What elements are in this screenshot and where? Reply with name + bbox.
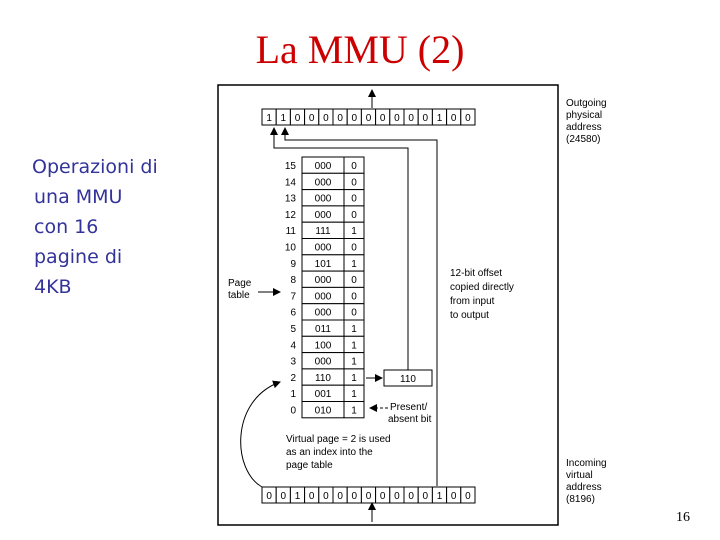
label-line: physical xyxy=(566,110,603,121)
bullet-line: 4KB xyxy=(34,276,72,298)
page-index: 2 xyxy=(290,372,296,384)
bullet-line: Operazioni di xyxy=(32,156,158,178)
bit-value: 0 xyxy=(294,113,301,124)
frame-value: 010 xyxy=(314,405,332,417)
bit-value: 0 xyxy=(323,491,329,502)
bit-value: 0 xyxy=(394,491,400,502)
present-value: 1 xyxy=(351,340,357,352)
outgoing-address-register xyxy=(262,109,475,125)
bit-value: 0 xyxy=(365,113,372,124)
page-table xyxy=(285,157,364,418)
bullet-line: con 16 xyxy=(34,216,99,238)
bit-value: 0 xyxy=(465,113,471,124)
bit-value: 0 xyxy=(450,491,457,502)
frame-value: 000 xyxy=(314,307,332,319)
frame-value: 000 xyxy=(314,161,332,172)
page-index: 10 xyxy=(284,242,296,254)
page-table-label xyxy=(228,278,254,301)
frame-value: 101 xyxy=(314,258,332,270)
bit-value: 0 xyxy=(379,491,386,502)
bit-value: 0 xyxy=(394,113,400,124)
frame-value: 111 xyxy=(315,226,331,238)
bit-value: 1 xyxy=(266,113,272,124)
bullet-line: una MMU xyxy=(34,186,123,208)
bit-value: 0 xyxy=(422,491,429,502)
present-value: 0 xyxy=(351,275,357,287)
bit-value: 0 xyxy=(280,491,287,502)
present-value: 1 xyxy=(351,356,357,368)
label-line: virtual xyxy=(566,470,593,481)
bit-value: 0 xyxy=(266,491,272,502)
label-line: copied directly xyxy=(450,282,514,293)
present-value: 0 xyxy=(351,242,357,254)
bit-value: 0 xyxy=(450,113,457,124)
present-value: 0 xyxy=(351,209,357,221)
bit-value: 0 xyxy=(408,113,414,124)
present-value: 0 xyxy=(351,193,357,205)
output-frame-value: 110 xyxy=(400,374,416,385)
bit-value: 1 xyxy=(294,491,301,502)
frame-value: 000 xyxy=(314,291,332,303)
label-line: (8196) xyxy=(566,494,595,505)
present-value: 1 xyxy=(351,258,357,270)
page-index: 0 xyxy=(290,405,296,417)
bit-value: 0 xyxy=(408,491,414,502)
frame-value: 100 xyxy=(314,340,332,352)
present-value: 1 xyxy=(351,324,357,335)
frame-value: 001 xyxy=(314,389,332,401)
page-index: 7 xyxy=(290,291,296,303)
offset-label xyxy=(450,268,517,321)
frame-value: 000 xyxy=(314,275,332,287)
bit-value: 0 xyxy=(337,491,343,502)
bit-value: 0 xyxy=(365,491,372,502)
bit-value: 1 xyxy=(436,491,443,502)
incoming-label xyxy=(566,458,609,505)
virtual-page-index-arrow xyxy=(241,382,280,487)
bit-value: 0 xyxy=(308,491,315,502)
present-value: 1 xyxy=(351,405,357,417)
bit-value: 0 xyxy=(337,113,343,124)
present-value: 0 xyxy=(351,291,357,303)
label-line: table xyxy=(228,290,250,301)
present-value: 0 xyxy=(351,177,357,189)
page-index: 12 xyxy=(284,209,296,221)
present-value: 1 xyxy=(351,226,357,238)
label-line: Page xyxy=(228,278,252,289)
present-value: 0 xyxy=(351,161,357,172)
frame-value: 000 xyxy=(314,242,332,254)
label-line: Present/ xyxy=(390,402,428,413)
label-line: Virtual page = 2 is used xyxy=(286,434,391,445)
bit-value: 0 xyxy=(465,491,471,502)
label-line: Outgoing xyxy=(566,98,607,109)
frame-value: 000 xyxy=(314,209,332,221)
bit-value: 0 xyxy=(351,491,358,502)
page-index: 4 xyxy=(290,340,296,352)
label-line: address xyxy=(566,122,602,133)
page-index: 3 xyxy=(290,356,296,368)
page-index: 8 xyxy=(290,275,296,287)
outgoing-label xyxy=(566,98,609,145)
incoming-address-register xyxy=(262,487,475,503)
bit-value: 0 xyxy=(379,113,386,124)
page-index: 15 xyxy=(284,161,296,172)
slide-title: La MMU (2) xyxy=(255,27,465,72)
label-line: to output xyxy=(450,310,489,321)
page-index: 14 xyxy=(284,177,296,189)
label-line: Incoming xyxy=(566,458,607,469)
bit-value: 1 xyxy=(280,113,287,124)
label-line: 12-bit offset xyxy=(450,268,503,279)
present-value: 1 xyxy=(351,372,357,384)
frame-value: 000 xyxy=(314,177,332,189)
page-index: 1 xyxy=(290,389,296,401)
label-line: page table xyxy=(286,460,333,471)
present-value: 1 xyxy=(351,389,357,401)
bit-value: 0 xyxy=(323,113,329,124)
frame-value: 000 xyxy=(314,356,332,368)
frame-value: 011 xyxy=(315,324,331,335)
page-index: 5 xyxy=(290,324,296,335)
label-line: from input xyxy=(450,296,495,307)
present-absent-label xyxy=(388,402,432,425)
present-value: 0 xyxy=(351,307,357,319)
page-index: 13 xyxy=(284,193,296,205)
bit-value: 1 xyxy=(436,113,443,124)
page-number: 16 xyxy=(676,510,690,525)
frame-value: 000 xyxy=(314,193,332,205)
label-line: (24580) xyxy=(566,134,601,145)
label-line: address xyxy=(566,482,602,493)
bit-value: 0 xyxy=(351,113,358,124)
label-line: absent bit xyxy=(388,414,432,425)
page-index: 11 xyxy=(285,226,296,238)
bullet-line: pagine di xyxy=(34,246,123,268)
virtual-page-label xyxy=(286,434,393,471)
frame-value: 110 xyxy=(315,372,331,384)
bit-value: 0 xyxy=(422,113,429,124)
page-index: 6 xyxy=(290,307,296,319)
page-index: 9 xyxy=(290,258,296,270)
bit-value: 0 xyxy=(308,113,315,124)
figure-frame xyxy=(218,85,558,525)
label-line: as an index into the xyxy=(286,447,373,458)
